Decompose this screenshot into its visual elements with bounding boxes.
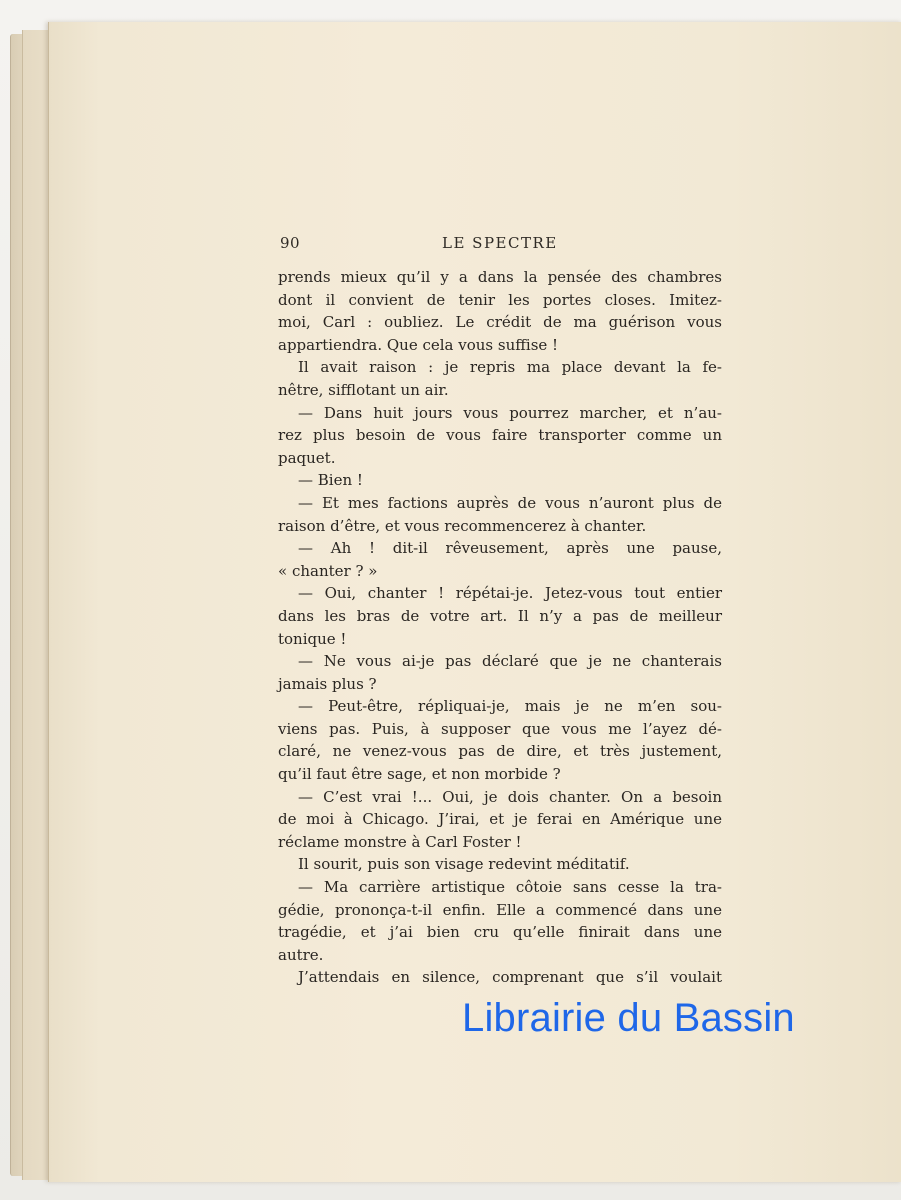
- text-line: Il sourit, puis son visage redevint méditatif.: [298, 855, 630, 874]
- running-title: LE SPECTRE: [442, 234, 558, 252]
- text-line: claré, ne venez-vous pas de dire, et très justement,: [278, 742, 722, 761]
- text-line: — Et mes factions auprès de vous n’auront plus de: [298, 493, 722, 512]
- text-line: — Peut-être, répliquai-je, mais je ne m’en sou-: [298, 697, 722, 716]
- page-header: [280, 234, 722, 258]
- text-line: appartiendra. Que cela vous suffise !: [278, 335, 559, 354]
- text-line: jamais plus ?: [278, 674, 377, 693]
- text-line: nêtre, sifflotant un air.: [278, 380, 449, 399]
- text-line: dont il convient de tenir les portes closes. Imitez-: [278, 290, 722, 309]
- text-line: J’attendais en silence, comprenant que s’il voulait: [298, 968, 722, 987]
- text-line: paquet.: [278, 448, 336, 467]
- text-line: raison d’être, et vous recommencerez à chanter.: [278, 516, 647, 535]
- text-line: — C’est vrai !... Oui, je dois chanter. On a besoin: [298, 787, 722, 806]
- text-line: — Ma carrière artistique côtoie sans cesse la tra-: [298, 878, 722, 897]
- text-line: dans les bras de votre art. Il n’y a pas de meilleur: [278, 606, 722, 625]
- text-line: — Bien !: [298, 471, 363, 490]
- text-line: qu’il faut être sage, et non morbide ?: [278, 765, 561, 784]
- text-line: — Oui, chanter ! répétai-je. Jetez-vous tout entier: [298, 584, 722, 603]
- text-line: « chanter ? »: [278, 561, 378, 580]
- text-line: moi, Carl : oubliez. Le crédit de ma guérison vous: [278, 313, 722, 332]
- text-line: autre.: [278, 945, 324, 964]
- text-line: — Ah ! dit-il rêveusement, après une pause,: [298, 539, 722, 558]
- text-line: viens pas. Puis, à supposer que vous me l’ayez dé-: [278, 719, 722, 738]
- text-line: rez plus besoin de vous faire transporter comme un: [278, 426, 722, 445]
- text-line: tonique !: [278, 629, 347, 648]
- watermark-text: Librairie du Bassin: [462, 996, 795, 1040]
- text-line: réclame monstre à Carl Foster !: [278, 832, 522, 851]
- text-line: gédie, prononça-t-il enfin. Elle a commencé dans une: [278, 900, 722, 919]
- text-line: — Dans huit jours vous pourrez marcher, et n’au-: [298, 403, 722, 422]
- text-line: Il avait raison : je repris ma place devant la fe-: [298, 358, 722, 377]
- text-line: de moi à Chicago. J’irai, et je ferai en Amérique une: [278, 810, 722, 829]
- body-text: [278, 266, 722, 989]
- text-line: — Ne vous ai-je pas déclaré que je ne chanterais: [298, 652, 722, 671]
- page-number: 90: [280, 234, 301, 252]
- text-line: prends mieux qu’il y a dans la pensée des chambres: [278, 268, 722, 286]
- text-line: tragédie, et j’ai bien cru qu’elle finirait dans une: [278, 923, 722, 942]
